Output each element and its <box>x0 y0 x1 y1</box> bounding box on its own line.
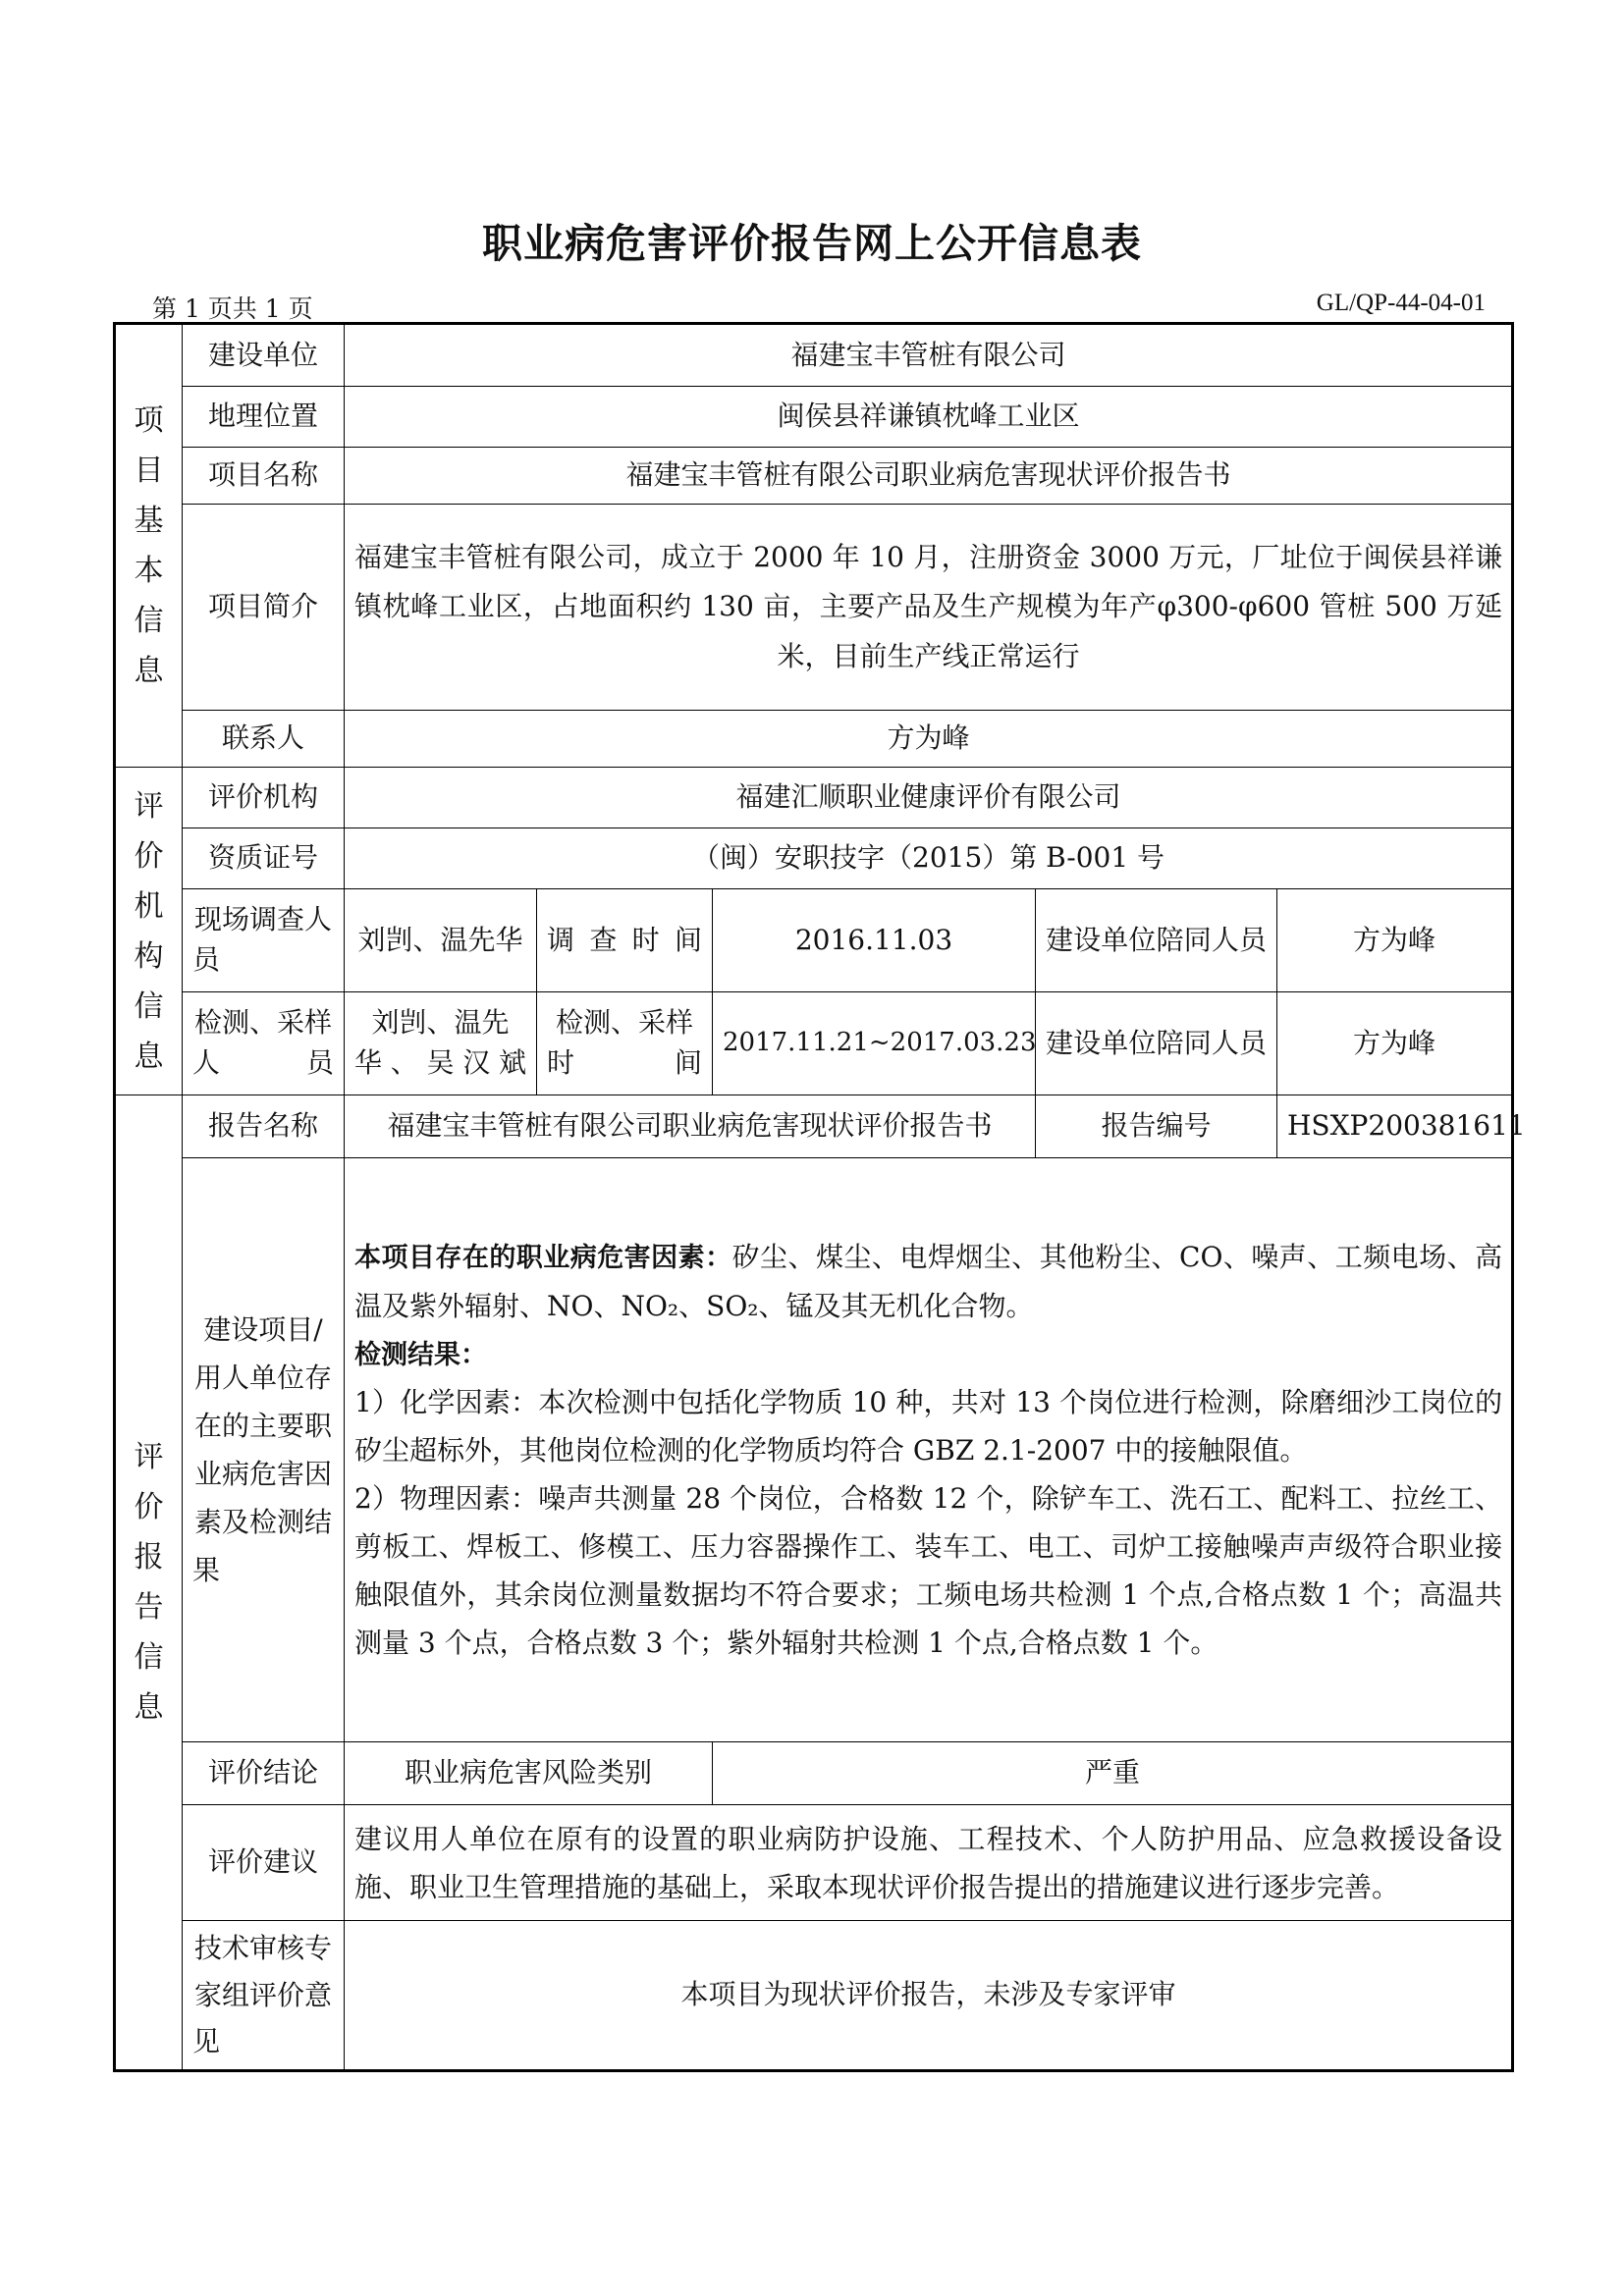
expert-value: 本项目为现状评价报告，未涉及专家评审 <box>345 1921 1513 2071</box>
table-row <box>115 1158 1513 1742</box>
table-row <box>115 324 1513 387</box>
sample-time-value: 2017.11.21~2017.03.23 <box>713 992 1036 1095</box>
intro-value: 福建宝丰管桩有限公司，成立于 2000 年 10 月，注册资金 3000 万元，厂址位于闽侯县祥谦镇枕峰工业区，占地面积约 130 亩，主要产品及生产规模为年产φ300-φ600 管桩 500 万延米，目前生产线正常运行 <box>345 505 1513 711</box>
group-report: 评价报告信息 <box>115 1095 183 2071</box>
group-project: 项目基本信息 <box>115 324 183 768</box>
project-name-label: 项目名称 <box>183 448 345 505</box>
report-name-value: 福建宝丰管桩有限公司职业病危害现状评价报告书 <box>345 1095 1036 1158</box>
survey-time-label: 调查时间 <box>537 889 713 992</box>
hazards-label: 建设项目/用人单位存在的主要职业病危害因素及检测结果 <box>183 1158 345 1742</box>
table-row <box>115 505 1513 711</box>
accompany-label-2: 建设单位陪同人员 <box>1036 992 1277 1095</box>
accompany-value-2: 方为峰 <box>1277 992 1513 1095</box>
result-chemical: 1）化学因素：本次检测中包括化学物质 10 种，共对 13 个岗位进行检测，除磨细沙工岗位的矽尘超标外，其他岗位检测的化学物质均符合 GBZ 2.1-2007 中的接触限值。 <box>354 1385 1503 1467</box>
table-row <box>115 448 1513 505</box>
contact-label: 联系人 <box>183 711 345 768</box>
unit-value: 福建宝丰管桩有限公司 <box>345 324 1513 387</box>
conclusion-label: 评价结论 <box>183 1742 345 1805</box>
document-number: GL/QP-44-04-01 <box>1316 290 1486 316</box>
hazards-text: 矽尘、煤尘、电焊烟尘、其他粉尘、CO、噪声、工频电场、高温及紫外辐射、NO、NO₂、SO₂、锰及其无机化合物。 <box>354 1241 1503 1322</box>
risk-label: 职业病危害风险类别 <box>345 1742 713 1805</box>
survey-staff-label: 现场调查人员 <box>183 889 345 992</box>
project-name-value: 福建宝丰管桩有限公司职业病危害现状评价报告书 <box>345 448 1513 505</box>
risk-value: 严重 <box>713 1742 1513 1805</box>
survey-time-value: 2016.11.03 <box>713 889 1036 992</box>
info-table <box>113 322 1526 2072</box>
table-row <box>115 1921 1513 2071</box>
table-row <box>115 1805 1513 1921</box>
report-name-label: 报告名称 <box>183 1095 345 1158</box>
hazards-cell <box>345 1158 1513 1742</box>
report-no-value: HSXP200381611 <box>1277 1095 1513 1158</box>
location-value: 闽侯县祥谦镇枕峰工业区 <box>345 387 1513 448</box>
group-agency: 评价机构信息 <box>115 768 183 1095</box>
report-no-label: 报告编号 <box>1036 1095 1277 1158</box>
accompany-label-1: 建设单位陪同人员 <box>1036 889 1277 992</box>
cert-label: 资质证号 <box>183 828 345 889</box>
sample-staff-label: 检测、采样人员 <box>183 992 345 1095</box>
expert-label: 技术审核专家组评价意见 <box>183 1921 345 2071</box>
page-info: 第 1 页共 1 页 <box>152 294 313 323</box>
advice-value: 建议用人单位在原有的设置的职业病防护设施、工程技术、个人防护用品、应急救援设备设施、职业卫生管理措施的基础上，采取本现状评价报告提出的措施建议进行逐步完善。 <box>345 1805 1513 1921</box>
table-row <box>115 387 1513 448</box>
contact-value: 方为峰 <box>345 711 1513 768</box>
unit-label: 建设单位 <box>183 324 345 387</box>
org-label: 评价机构 <box>183 768 345 828</box>
result-heading: 检测结果： <box>354 1339 487 1370</box>
table-row <box>115 711 1513 768</box>
location-label: 地理位置 <box>183 387 345 448</box>
sample-time-label: 检测、采样时间 <box>537 992 713 1095</box>
advice-label: 评价建议 <box>183 1805 345 1921</box>
sample-staff-value: 刘剀、温先华、吴汉斌 <box>345 992 537 1095</box>
result-physical: 2）物理因素：噪声共测量 28 个岗位，合格数 12 个，除铲车工、洗石工、配料工、拉丝工、剪板工、焊板工、修模工、压力容器操作工、装车工、电工、司炉工接触噪声声级符合职业接触限值外，其余岗位测量数据均不符合要求；工频电场共检测 1 个点,合格点数 1 个；高温共测量 3 个点，合格点数 3 个；紫外辐射共检测 1 个点,合格点数 1 个。 <box>354 1481 1503 1659</box>
survey-staff-value: 刘剀、温先华 <box>345 889 537 992</box>
table-row <box>115 1742 1513 1805</box>
org-value: 福建汇顺职业健康评价有限公司 <box>345 768 1513 828</box>
hazards-heading: 本项目存在的职业病危害因素： <box>354 1243 732 1274</box>
cert-value: （闽）安职技字（2015）第 B-001 号 <box>345 828 1513 889</box>
page-title: 职业病危害评价报告网上公开信息表 <box>482 220 1142 267</box>
table-row <box>115 992 1513 1095</box>
accompany-value-1: 方为峰 <box>1277 889 1513 992</box>
table-row <box>115 828 1513 889</box>
table-row <box>115 1095 1513 1158</box>
table-row <box>115 768 1513 828</box>
table-row <box>115 889 1513 992</box>
intro-label: 项目简介 <box>183 505 345 711</box>
